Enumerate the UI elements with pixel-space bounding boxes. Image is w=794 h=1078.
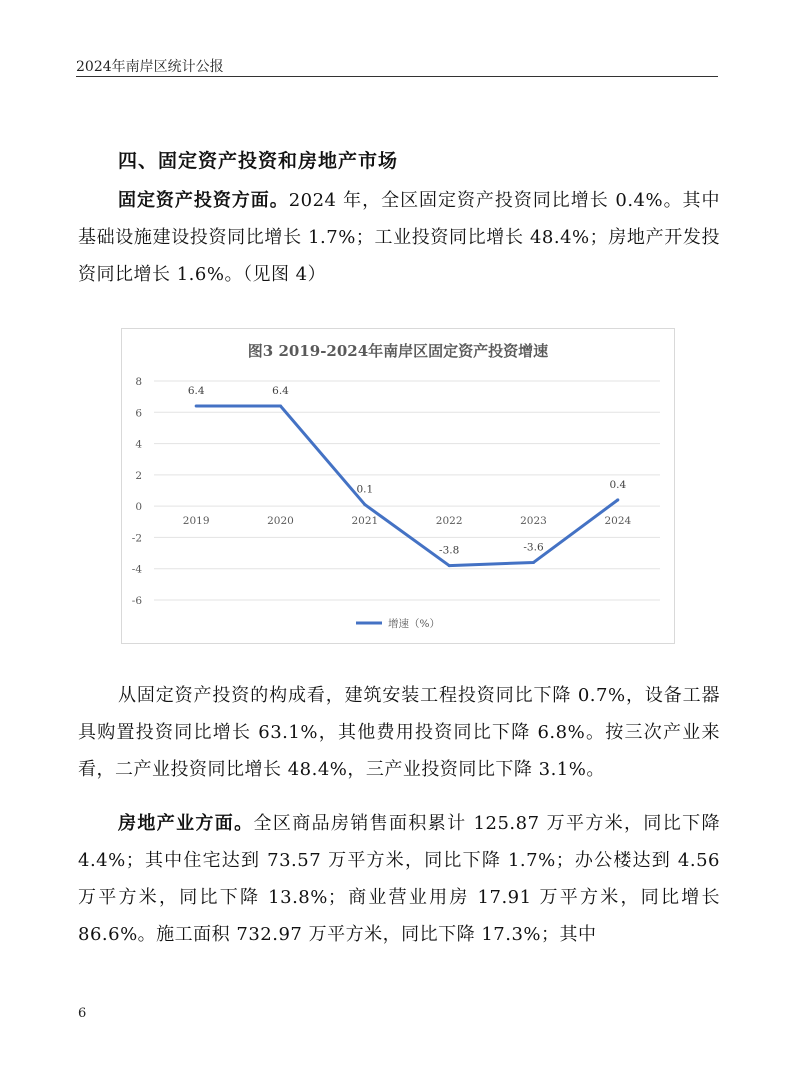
paragraph-fixed-asset: [78, 182, 720, 293]
y-tick-label: 0: [135, 501, 142, 514]
data-label: 0.1: [356, 483, 374, 496]
paragraph-lead: 固定资产投资方面。: [118, 190, 289, 211]
paragraph-body: 全区商品房销售面积累计 125.87 万平方米，同比下降 4.4%；其中住宅达到 73.57 万平方米，同比下降 1.7%；办公楼达到 4.56 万平方米，同比下降 13.8%；商业营业用房 17.91 万平方米，同比增长 86.6%。施工面积 732.97 万平方米，同比下降 17.3%；其中: [78, 813, 720, 945]
legend-label: 增速（%）: [388, 618, 440, 630]
data-label: 6.4: [272, 385, 289, 398]
x-tick-label: 2019: [182, 515, 210, 528]
data-point: [279, 405, 282, 408]
header-divider: [76, 76, 718, 77]
data-point: [532, 561, 535, 564]
chart-title: 图3 2019-2024年南岸区固定资产投资增速: [247, 342, 549, 360]
paragraph-real-estate: [78, 805, 720, 953]
data-point: [363, 503, 366, 506]
line-chart: [121, 328, 675, 644]
section-title: 四、固定资产投资和房地产市场: [118, 150, 399, 172]
data-label: -3.6: [523, 541, 544, 554]
paragraph-investment-composition: 从固定资产投资的构成看，建筑安装工程投资同比下降 0.7%，设备工器具购置投资同比增长 63.1%，其他费用投资同比下降 6.8%。按三次产业来看，二产业投资同比增长 48.4%，三产业投资同比下降 3.1%。: [78, 685, 720, 780]
x-tick-label: 2022: [435, 515, 463, 528]
y-tick-label: -2: [131, 532, 142, 545]
y-tick-label: -6: [131, 595, 142, 607]
y-tick-label: 8: [135, 376, 142, 388]
x-tick-label: 2021: [351, 515, 379, 528]
data-label: -3.8: [439, 544, 460, 557]
y-tick-label: 4: [135, 438, 142, 451]
x-tick-label: 2023: [520, 515, 547, 528]
page-number: 6: [78, 1006, 87, 1021]
y-tick-label: 6: [135, 407, 142, 420]
x-tick-label: 2024: [604, 515, 632, 528]
y-tick-label: 2: [135, 469, 142, 482]
data-point: [195, 405, 198, 408]
chart-canvas: [122, 329, 674, 643]
y-tick-label: -4: [131, 563, 142, 576]
paragraph-lead: 房地产业方面。: [118, 813, 254, 834]
series-line: [196, 406, 618, 566]
data-label: 6.4: [187, 385, 205, 398]
data-point: [448, 564, 451, 567]
page-header: 2024年南岸区统计公报: [76, 59, 224, 75]
x-tick-label: 2020: [267, 515, 294, 528]
data-point: [616, 498, 619, 501]
paragraph-body: 2024 年，全区固定资产投资同比增长 0.4%。其中基础设施建设投资同比增长 1.7%；工业投资同比增长 48.4%；房地产开发投资同比增长 1.6%。（见图 4）: [78, 190, 720, 285]
data-label: 0.4: [609, 478, 627, 491]
